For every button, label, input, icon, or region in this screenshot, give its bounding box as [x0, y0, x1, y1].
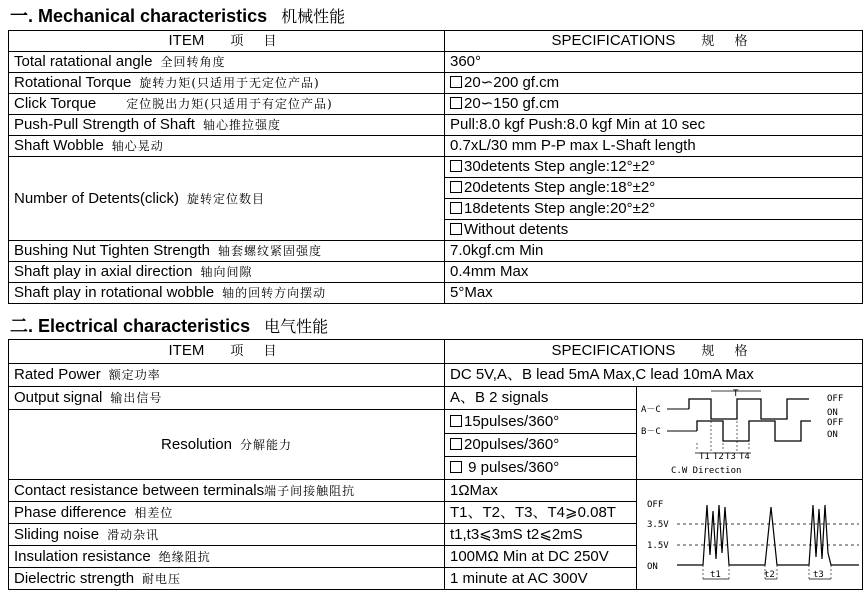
label-t: T	[733, 389, 739, 399]
electrical-table	[8, 339, 863, 590]
resolution-item: Resolution 分解能力	[9, 410, 445, 480]
label-t2: t2	[764, 569, 775, 580]
table-row	[9, 283, 863, 304]
checkbox-icon	[450, 76, 462, 88]
label-t1: t1	[710, 569, 721, 580]
checkbox-icon	[450, 97, 462, 109]
label-off: OFF	[647, 499, 664, 510]
table-row	[9, 52, 863, 73]
detents-item: Number of Detents(click) 旋转定位数目	[9, 157, 445, 241]
row-item: Output signal 输出信号	[9, 387, 445, 410]
row-spec: 20∽150 gf.cm	[445, 94, 863, 115]
label-on-a: ON	[827, 408, 838, 418]
table-row	[9, 480, 863, 502]
mechanical-title-en: 一. Mechanical characteristics	[10, 6, 268, 26]
row-spec: Pull:8.0 kgf Push:8.0 kgf Min at 10 sec	[445, 115, 863, 136]
label-1-5v: 1.5V	[647, 540, 669, 551]
label-t3: t3	[813, 569, 824, 580]
checkbox-icon	[450, 160, 462, 172]
checkbox-icon	[450, 461, 462, 473]
noise-diagram	[637, 481, 863, 589]
row-item: Insulation resistance 绝缘阻抗	[9, 546, 445, 568]
electrical-section-title	[10, 316, 328, 336]
row-spec: 1 minute at AC 300V	[445, 568, 637, 590]
checkbox-icon	[450, 223, 462, 235]
electrical-title-en: 二. Electrical characteristics	[10, 316, 251, 336]
label-3-5v: 3.5V	[647, 519, 669, 530]
table-row	[9, 387, 863, 410]
cw-direction-caption: C.W Direction	[671, 466, 742, 476]
detent-option: 20detents Step angle:18°±2°	[445, 178, 863, 199]
row-item: Total ratational angle 全回转角度	[9, 52, 445, 73]
mechanical-table	[8, 30, 863, 304]
row-spec: DC 5V,A、B lead 5mA Max,C lead 10mA Max	[445, 364, 863, 387]
label-ac: A－C	[641, 405, 661, 415]
table-row	[9, 136, 863, 157]
row-item: Sliding noise 滑动杂讯	[9, 524, 445, 546]
row-item: Phase difference 相差位	[9, 502, 445, 524]
detents-row	[9, 157, 863, 178]
ac-wave	[689, 399, 809, 419]
resolution-option: 15pulses/360°	[445, 410, 637, 434]
row-spec: 20∽200 gf.cm	[445, 73, 863, 94]
label-t2: T2	[713, 452, 724, 462]
noise-diagram-cell	[637, 480, 863, 590]
mechanical-header-row	[9, 31, 863, 52]
row-spec: 100MΩ Min at DC 250V	[445, 546, 637, 568]
checkbox-icon	[450, 438, 462, 450]
noise-wave	[677, 505, 859, 565]
checkbox-icon	[450, 415, 462, 427]
row-item: Bushing Nut Tighten Strength 轴套螺纹紧固强度	[9, 241, 445, 262]
bc-wave	[697, 421, 811, 441]
row-item: Shaft play in rotational wobble 轴的回转方向摆动	[9, 283, 445, 304]
table-row	[9, 73, 863, 94]
label-on: ON	[647, 561, 658, 572]
mechanical-section-title	[10, 6, 345, 26]
row-item: Click Torque 定位脱出力矩(只适用于有定位产品)	[9, 94, 445, 115]
timing-diagram	[637, 387, 863, 479]
item-header: ITEM 项 目	[9, 340, 445, 364]
table-row	[9, 262, 863, 283]
row-spec: 5°Max	[445, 283, 863, 304]
detent-option: Without detents	[445, 220, 863, 241]
row-item: Rotational Torque 旋转力矩(只适用于无定位产品)	[9, 73, 445, 94]
row-item: Rated Power 额定功率	[9, 364, 445, 387]
label-off-b: OFF	[827, 418, 844, 428]
row-spec: 1ΩMax	[445, 480, 637, 502]
checkbox-icon	[450, 202, 462, 214]
label-t3: T3	[725, 452, 736, 462]
row-item: Shaft play in axial direction 轴向间隙	[9, 262, 445, 283]
checkbox-icon	[450, 181, 462, 193]
row-item: Contact resistance between terminals端子间接触阻抗	[9, 480, 445, 502]
row-spec: 0.7xL/30 mm P-P max L-Shaft length	[445, 136, 863, 157]
resolution-option: 9 pulses/360°	[445, 457, 637, 480]
row-spec: 7.0kgf.cm Min	[445, 241, 863, 262]
row-spec: t1,t3⩽3mS t2⩽2mS	[445, 524, 637, 546]
electrical-header-row	[9, 340, 863, 364]
mechanical-title-cn: 机械性能	[281, 7, 346, 26]
spec-header: SPECIFICATIONS 规 格	[445, 31, 863, 52]
row-spec: T1、T2、T3、T4⩾0.08T	[445, 502, 637, 524]
table-row	[9, 115, 863, 136]
row-item: Push-Pull Strength of Shaft 轴心推拉强度	[9, 115, 445, 136]
spec-header: SPECIFICATIONS 规 格	[445, 340, 863, 364]
resolution-option: 20pulses/360°	[445, 434, 637, 457]
label-on-b: ON	[827, 430, 838, 440]
row-item: Shaft Wobble 轴心晃动	[9, 136, 445, 157]
label-off-a: OFF	[827, 394, 844, 404]
row-spec: 360°	[445, 52, 863, 73]
item-header: ITEM 项 目	[9, 31, 445, 52]
electrical-title-cn: 电气性能	[264, 317, 329, 336]
detent-option: 18detents Step angle:20°±2°	[445, 199, 863, 220]
label-bc: B－C	[641, 427, 661, 437]
detent-option: 30detents Step angle:12°±2°	[445, 157, 863, 178]
table-row	[9, 241, 863, 262]
row-spec: A、B 2 signals	[445, 387, 637, 410]
row-item: Dielectric strength 耐电压	[9, 568, 445, 590]
table-row	[9, 94, 863, 115]
table-row	[9, 364, 863, 387]
timing-diagram-cell	[637, 387, 863, 480]
label-t1: T1	[699, 452, 710, 462]
row-spec: 0.4mm Max	[445, 262, 863, 283]
label-t4: T4	[739, 452, 750, 462]
